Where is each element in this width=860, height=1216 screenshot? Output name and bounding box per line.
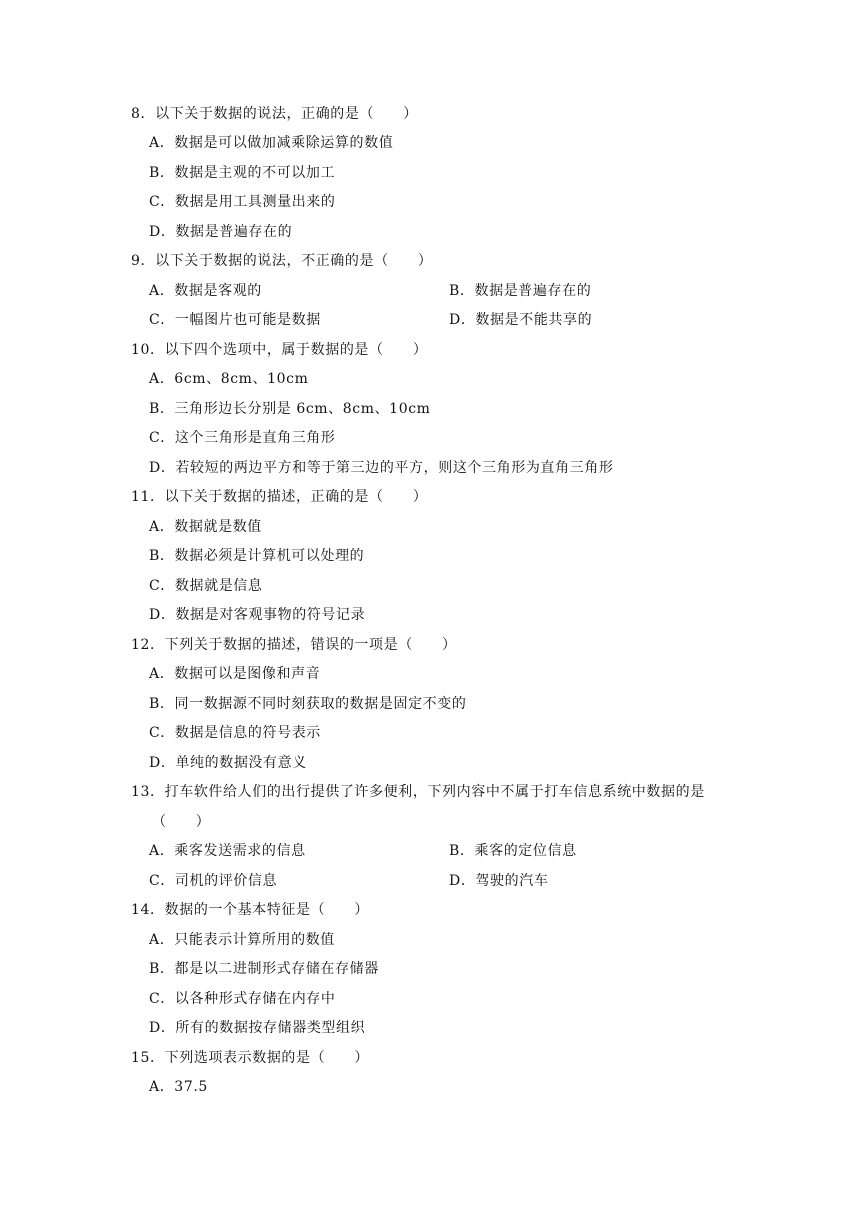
question-13-stem-continuation: （ ）	[152, 814, 211, 830]
question-8-option-a: A．数据是可以做加减乘除运算的数值	[149, 135, 394, 151]
question-9-option-d: D．数据是不能共享的	[449, 312, 593, 328]
question-14-option-b: B．都是以二进制形式存储在存储器	[149, 961, 379, 977]
question-8-stem: 8．以下关于数据的说法，正确的是（ ）	[131, 106, 418, 122]
question-10-option-a: A．6cm、8cm、10cm	[149, 371, 309, 387]
question-8-option-d: D．数据是普遍存在的	[149, 224, 293, 240]
question-11-stem: 11．以下关于数据的描述，正确的是（ ）	[131, 489, 428, 505]
question-9-option-c: C．一幅图片也可能是数据	[149, 312, 321, 328]
question-15-option-a: A．37.5	[149, 1079, 208, 1095]
question-9-stem: 9．以下关于数据的说法，不正确的是（ ）	[131, 253, 433, 269]
question-11-option-c: C．数据就是信息	[149, 578, 263, 594]
question-14-option-d: D．所有的数据按存储器类型组织	[149, 1020, 366, 1036]
question-14-stem: 14．数据的一个基本特征是（ ）	[131, 902, 370, 918]
question-14-option-a: A．只能表示计算所用的数值	[149, 932, 335, 948]
question-11-option-b: B．数据必须是计算机可以处理的	[149, 548, 365, 564]
question-9-option-b: B．数据是普遍存在的	[449, 283, 592, 299]
question-8-option-c: C．数据是用工具测量出来的	[149, 194, 336, 210]
question-12-option-b: B．同一数据源不同时刻获取的数据是固定不变的	[149, 696, 467, 712]
question-13-option-d: D．驾驶的汽车	[449, 873, 549, 889]
question-12-option-a: A．数据可以是图像和声音	[149, 666, 321, 682]
question-15-stem: 15．下列选项表示数据的是（ ）	[131, 1050, 370, 1066]
question-13-stem: 13．打车软件给人们的出行提供了许多便利，下列内容中不属于打车信息系统中数据的是	[131, 784, 705, 800]
question-12-option-d: D．单纯的数据没有意义	[149, 755, 307, 771]
question-9-option-a: A．数据是客观的	[149, 283, 262, 299]
question-13-option-b: B．乘客的定位信息	[449, 843, 577, 859]
question-10-option-c: C．这个三角形是直角三角形	[149, 430, 336, 446]
question-12-stem: 12．下列关于数据的描述，错误的一项是（ ）	[131, 637, 457, 653]
question-14-option-c: C．以各种形式存储在内存中	[149, 991, 336, 1007]
question-10-option-b: B．三角形边长分别是 6cm、8cm、10cm	[149, 401, 431, 417]
question-8-option-b: B．数据是主观的不可以加工	[149, 165, 336, 181]
question-13-option-a: A．乘客发送需求的信息	[149, 843, 306, 859]
question-11-option-d: D．数据是对客观事物的符号记录	[149, 607, 366, 623]
question-11-option-a: A．数据就是数值	[149, 519, 262, 535]
question-12-option-c: C．数据是信息的符号表示	[149, 725, 321, 741]
question-10-stem: 10．以下四个选项中，属于数据的是（ ）	[131, 342, 428, 358]
question-10-option-d: D．若较短的两边平方和等于第三边的平方，则这个三角形为直角三角形	[149, 460, 614, 476]
question-13-option-c: C．司机的评价信息	[149, 873, 278, 889]
